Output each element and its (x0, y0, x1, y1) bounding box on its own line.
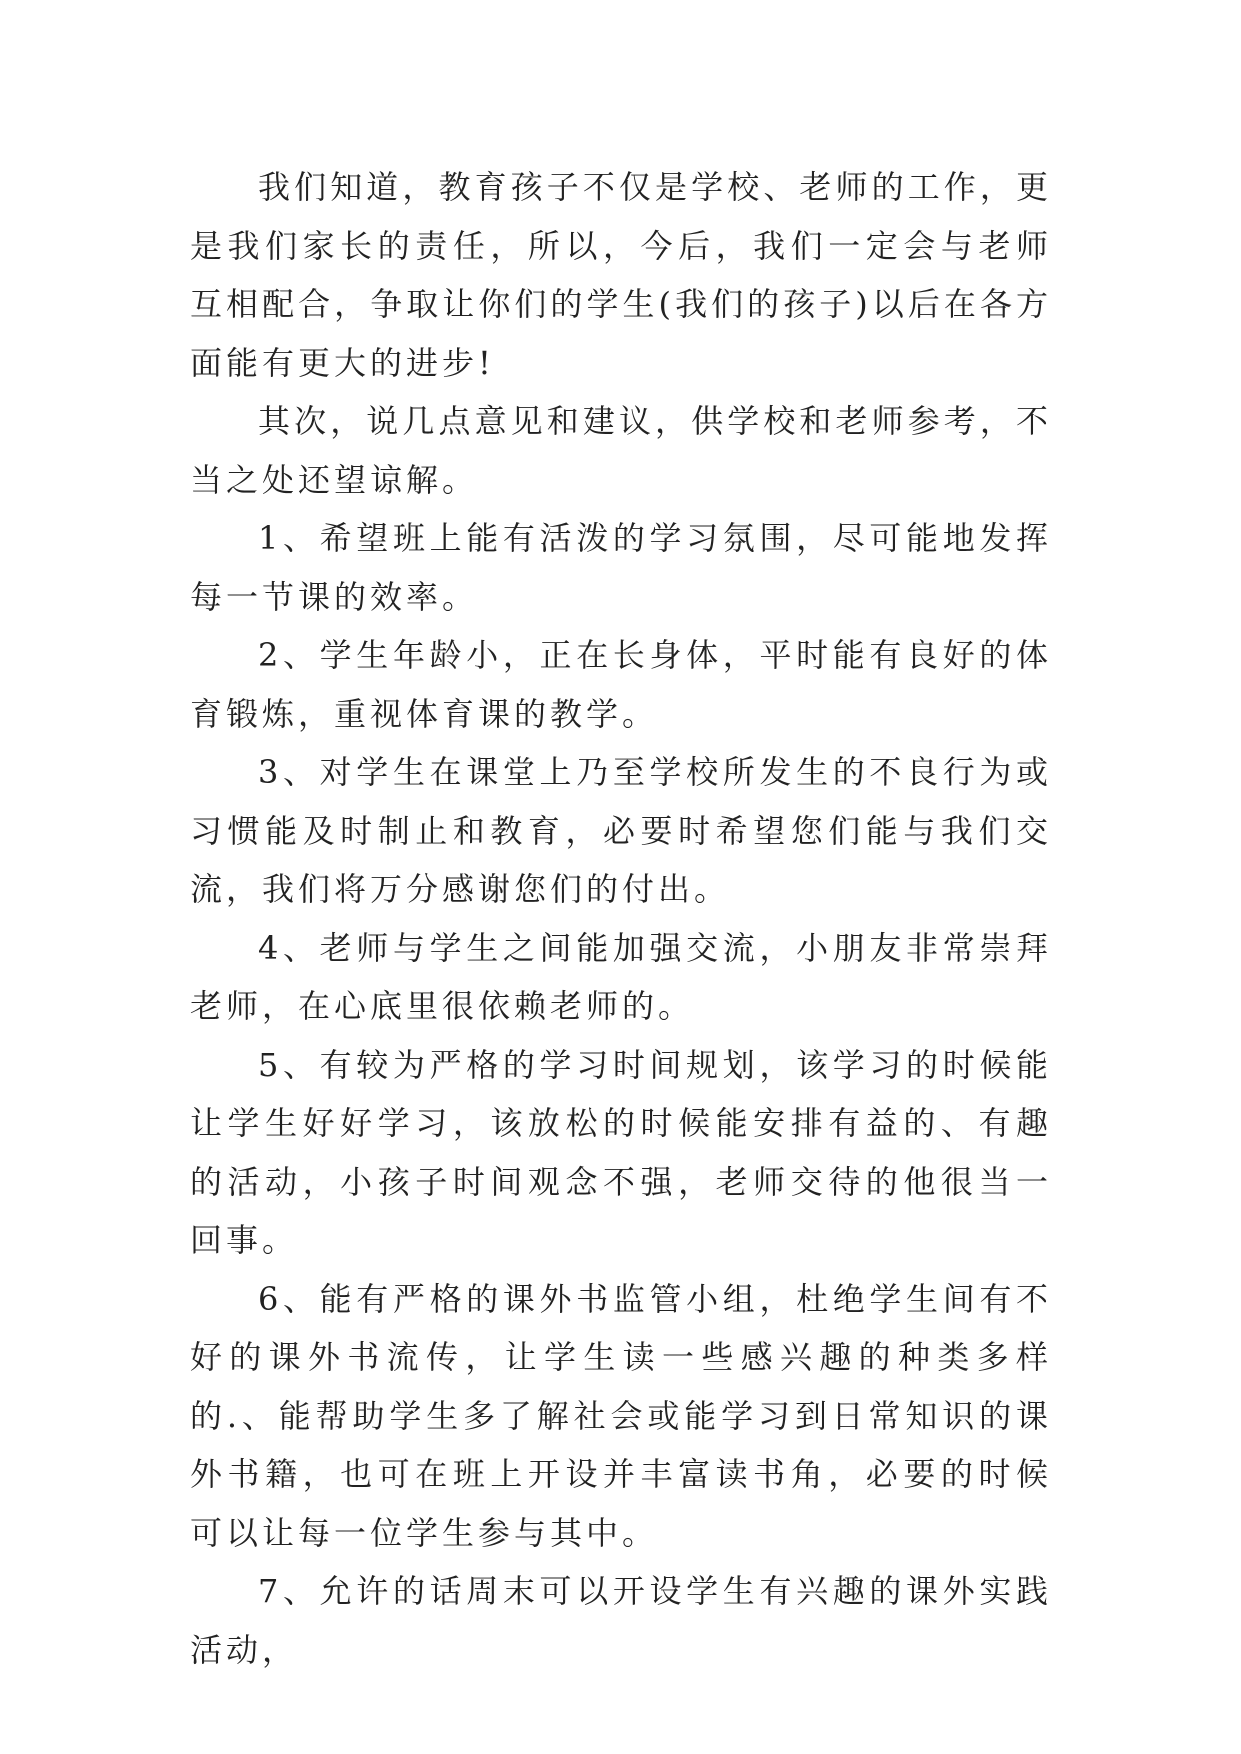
paragraph-item-7: 7、允许的话周末可以开设学生有兴趣的课外实践活动， (190, 1572, 1052, 1669)
paragraph-item-6: 6、能有严格的课外书监管小组，杜绝学生间有不好的课外书流传，让学生读一些感兴趣的种类多样的.、能帮助学生多了解社会或能学习到日常知识的课外书籍，也可在班上开设并丰富读书角，必要的时候可以让每一位学生参与其中。 (190, 1279, 1052, 1552)
paragraph-item-5: 5、有较为严格的学习时间规划，该学习的时候能让学生好好学习，该放松的时候能安排有益的、有趣的活动，小孩子时间观念不强，老师交待的他很当一回事。 (190, 1045, 1052, 1259)
paragraph-suggestions-intro: 其次，说几点意见和建议，供学校和老师参考，不当之处还望谅解。 (190, 402, 1052, 499)
paragraph-item-4: 4、老师与学生之间能加强交流，小朋友非常崇拜老师，在心底里很依赖老师的。 (190, 928, 1052, 1025)
paragraph-item-1: 1、希望班上能有活泼的学习氛围，尽可能地发挥每一节课的效率。 (190, 519, 1052, 616)
paragraph-item-3: 3、对学生在课堂上乃至学校所发生的不良行为或习惯能及时制止和教育，必要时希望您们能与我们交流，我们将万分感谢您们的付出。 (190, 753, 1052, 908)
document-body (190, 158, 1052, 1679)
paragraph-cooperation: 我们知道，教育孩子不仅是学校、老师的工作，更是我们家长的责任，所以，今后，我们一定会与老师互相配合，争取让你们的学生(我们的孩子)以后在各方面能有更大的进步! (190, 168, 1052, 382)
paragraph-item-2: 2、学生年龄小，正在长身体，平时能有良好的体育锻炼，重视体育课的教学。 (190, 636, 1052, 733)
